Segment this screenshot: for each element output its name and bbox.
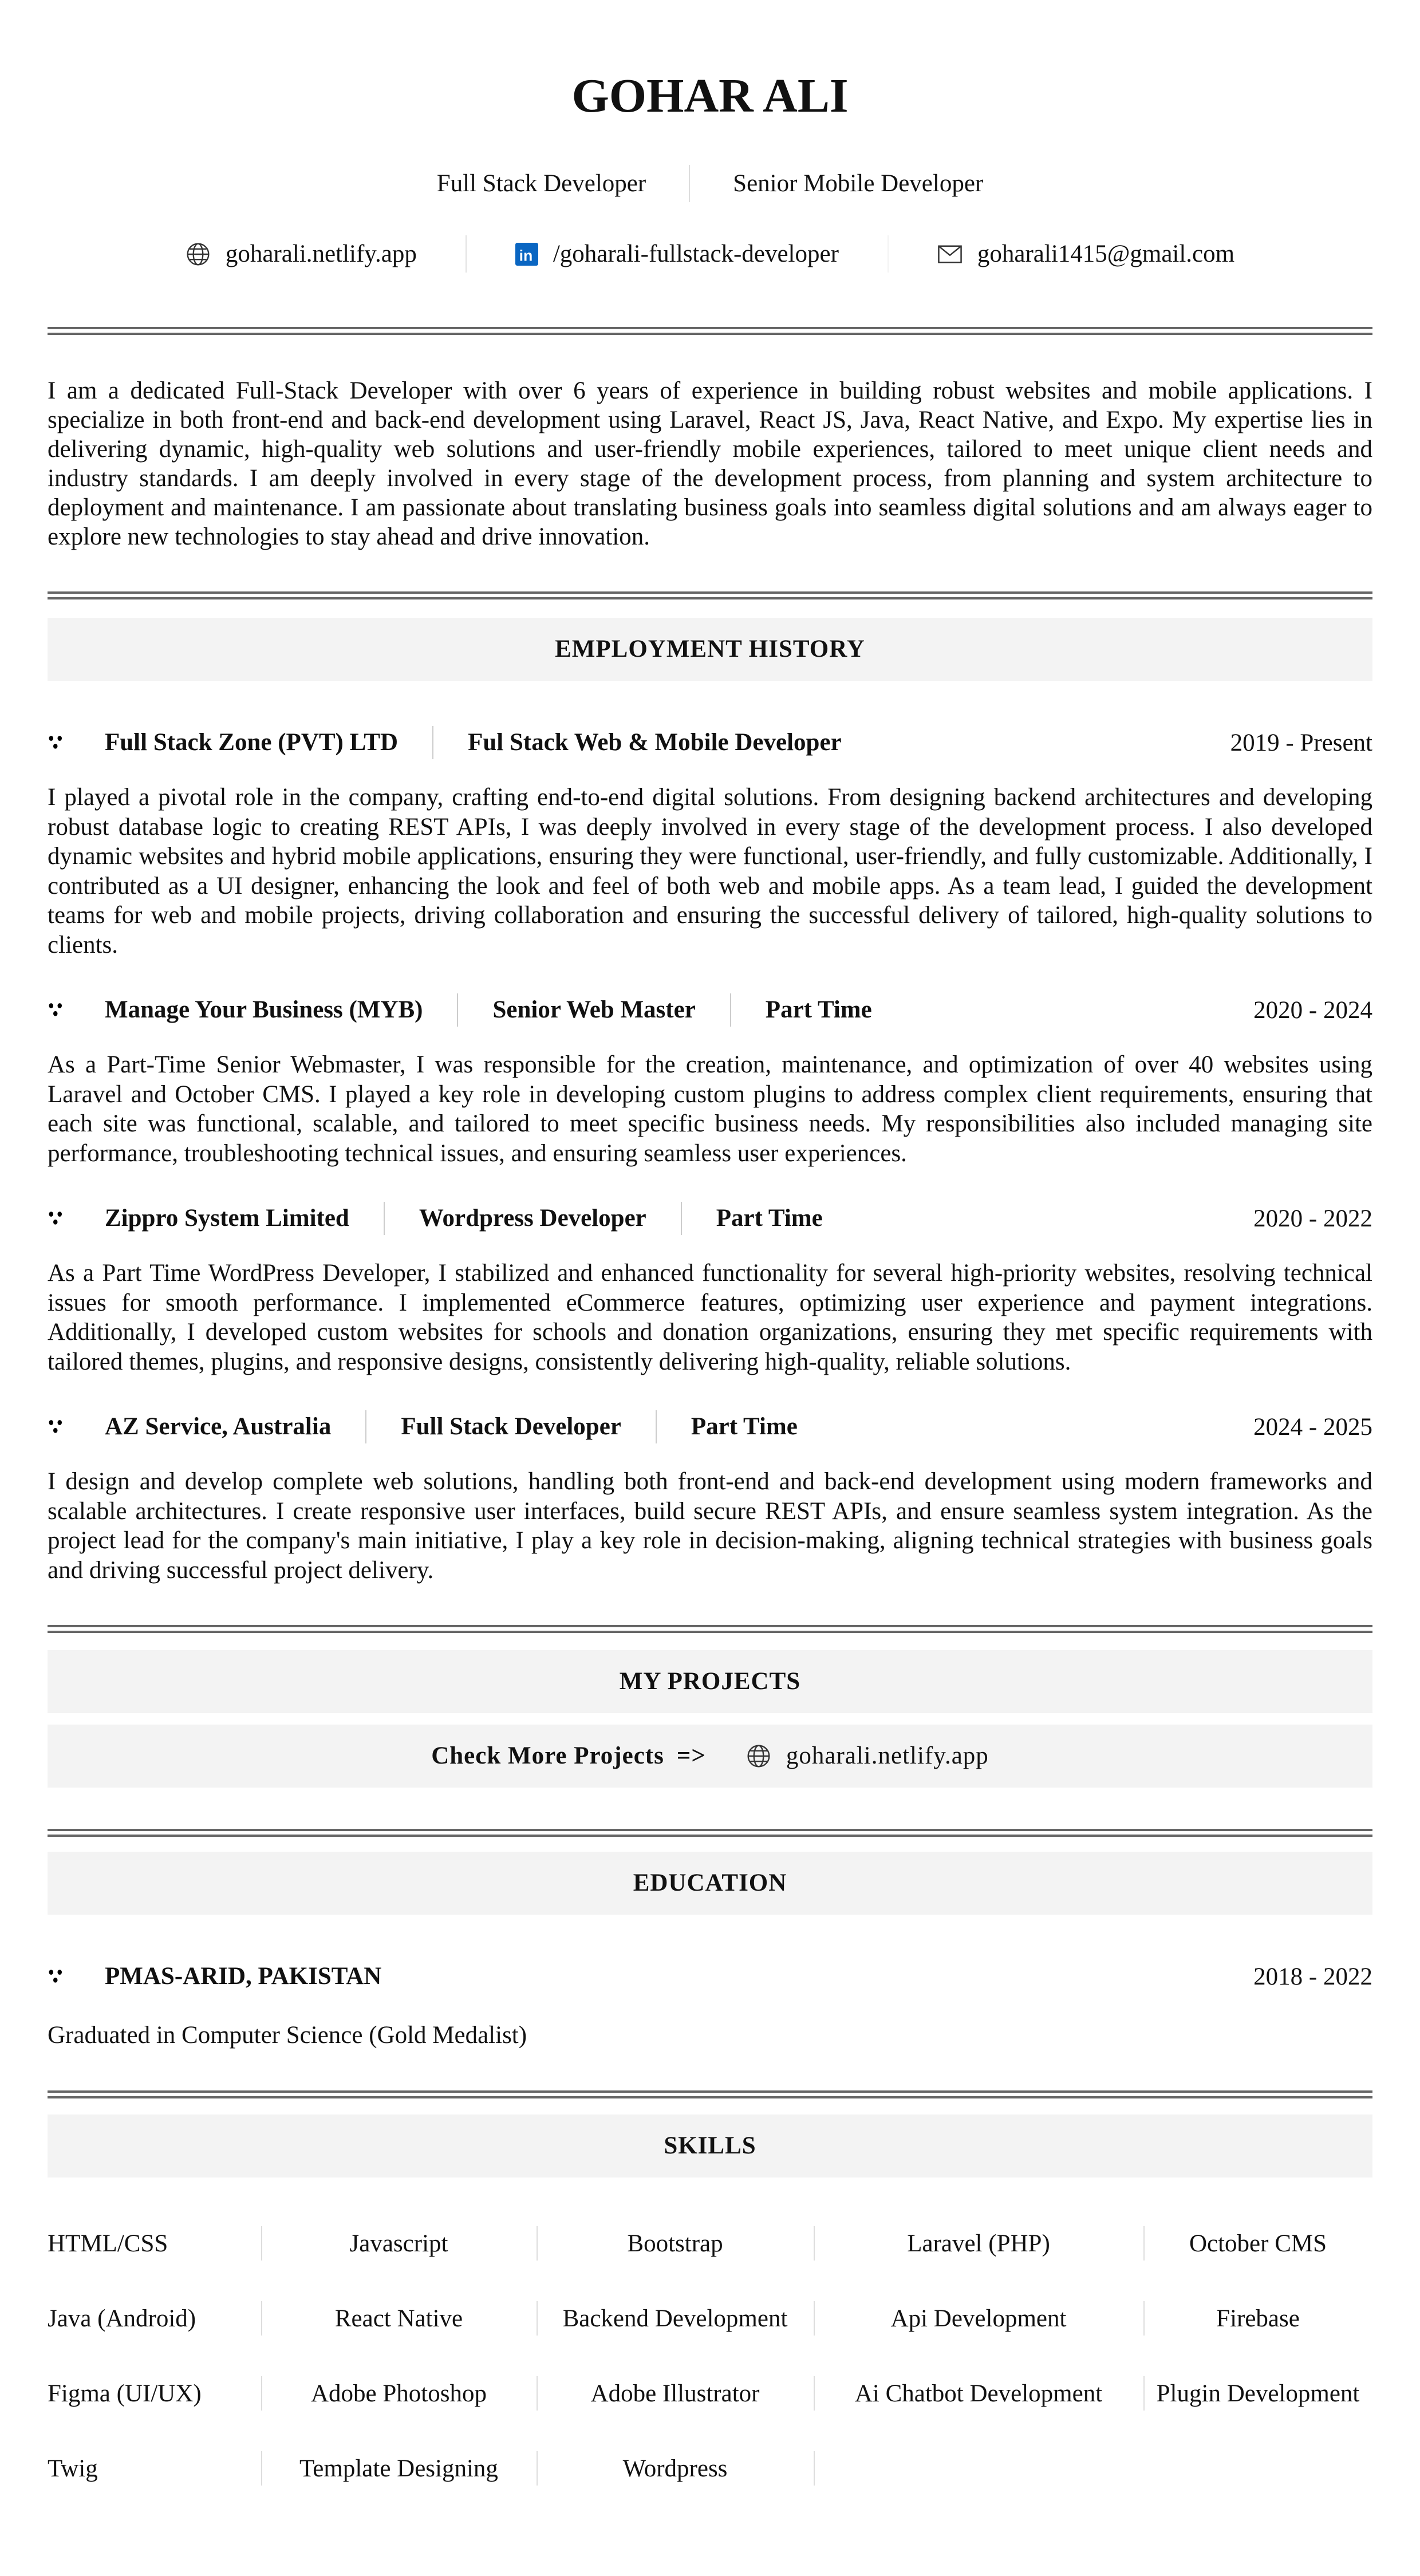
divider xyxy=(48,1829,1372,1837)
skill-item: Api Development xyxy=(814,2281,1143,2356)
job-entry xyxy=(48,993,1372,1168)
job-description: As a Part Time WordPress Developer, I stabilized and enhanced functionality for several high-priority websites, resolving technical issues for smooth performance. I implemented eCommerce features, optimizing user experience and payment integrations. Additionally, I developed custom websites for schools and donation organizations, ensuring they met specific requirements with tailored themes, plugins, and responsive designs, consistently delivering high-quality, reliable solutions. xyxy=(48,1260,1372,1375)
svg-text:in: in xyxy=(519,247,533,265)
school: PMAS-ARID, PAKISTAN xyxy=(105,1963,382,1990)
dates: 2024 - 2025 xyxy=(1253,1413,1372,1441)
section-heading-projects: MY PROJECTS xyxy=(48,1650,1372,1713)
projects-link-bar xyxy=(48,1725,1372,1788)
skill-item: Adobe Illustrator xyxy=(537,2356,814,2431)
skill-item: October CMS xyxy=(1143,2206,1372,2281)
projects-link[interactable]: goharali.netlify.app xyxy=(786,1742,989,1769)
job-entry xyxy=(48,725,1372,960)
skill-item: Backend Development xyxy=(537,2281,814,2356)
section-heading-employment: EMPLOYMENT HISTORY xyxy=(48,618,1372,681)
dates: 2020 - 2024 xyxy=(1253,996,1372,1024)
skill-item: Wordpress xyxy=(537,2431,814,2506)
dates: 2018 - 2022 xyxy=(1253,1963,1372,1990)
skill-item: Laravel (PHP) xyxy=(814,2206,1143,2281)
skill-item: Figma (UI/UX) xyxy=(48,2380,202,2407)
education-entry xyxy=(48,1959,1372,1994)
envelope-icon xyxy=(937,245,963,263)
bullet-icon xyxy=(48,734,65,751)
linkedin-icon xyxy=(515,243,538,266)
divider xyxy=(48,1625,1372,1633)
job-description: I design and develop complete web solutions, handling both front-end and back-end development using modern frameworks and scalable architectures. I create responsive user interfaces, build secure REST APIs, and ensure seamless system integration. As the project lead for the company's main initiative, I play a key role in decision-making, aligning technical strategies with business goals and driving successful project delivery. xyxy=(48,1468,1372,1584)
bullet-icon xyxy=(48,1968,65,1985)
summary: I am a dedicated Full-Stack Developer with over 6 years of experience in building robust websites and mobile applications. I specialize in both front-end and back-end development using Laravel, React JS, Java, React Native, and Expo. My expertise lies in delivering dynamic, high-quality web solutions and user-friendly mobile experiences, tailored to meet unique client needs and industry standards. I am deeply involved in every stage of the development process, from planning and system architecture to deployment and maintenance. I am passionate about translating business goals into seamless digital solutions and am always eager to explore new technologies to stay ahead and drive innovation. xyxy=(48,377,1372,550)
globe-icon xyxy=(746,1743,771,1769)
bullet-icon xyxy=(48,1001,65,1019)
role: Senior Web Master xyxy=(457,993,729,1027)
bullet-icon xyxy=(48,1210,65,1227)
skill-item: Twig xyxy=(48,2455,98,2482)
education-description: Graduated in Computer Science (Gold Medalist) xyxy=(48,2022,527,2049)
arrow: => xyxy=(676,1742,706,1769)
job-type: Part Time xyxy=(681,1202,857,1235)
skill-item: Firebase xyxy=(1143,2281,1372,2356)
website-link[interactable] xyxy=(137,235,466,273)
skill-item: React Native xyxy=(261,2281,537,2356)
role: Ful Stack Web & Mobile Developer xyxy=(432,726,876,759)
dates: 2020 - 2022 xyxy=(1253,1205,1372,1232)
candidate-name: GOHAR ALI xyxy=(571,69,849,123)
globe-icon xyxy=(186,242,211,267)
job-type: Part Time xyxy=(656,1410,832,1443)
projects-label: Check More Projects xyxy=(431,1742,664,1769)
skill-item: HTML/CSS xyxy=(48,2230,168,2257)
skill-item: Java (Android) xyxy=(48,2305,196,2332)
company: Full Stack Zone (PVT) LTD xyxy=(105,729,399,756)
divider xyxy=(48,2090,1372,2098)
contact-row xyxy=(48,235,1372,273)
job-type: Part Time xyxy=(730,993,906,1027)
job-description: As a Part-Time Senior Webmaster, I was responsible for the creation, maintenance, and optimization of over 40 websites using Laravel and October CMS. I played a key role in developing custom plugins to address complex client requirements, ensuring that each site was functional, scalable, and tailored to meet specific business needs. My responsibilities also included managing site performance, troubleshooting technical issues, and ensuring seamless user experiences. xyxy=(48,1051,1372,1167)
bullet-icon xyxy=(48,1418,65,1435)
linkedin-text[interactable]: /goharali-fullstack-developer xyxy=(553,240,839,267)
email-link[interactable] xyxy=(888,235,1283,273)
company: AZ Service, Australia xyxy=(105,1413,332,1440)
skills-grid xyxy=(48,2206,1372,2506)
skill-item: Javascript xyxy=(261,2206,537,2281)
skill-cell-empty xyxy=(814,2431,1143,2506)
section-heading-education: EDUCATION xyxy=(48,1852,1372,1915)
linkedin-link[interactable] xyxy=(466,235,888,273)
job-entry xyxy=(48,1201,1372,1376)
website-text[interactable]: goharali.netlify.app xyxy=(225,240,417,267)
skill-item: Ai Chatbot Development xyxy=(814,2356,1143,2431)
job-titles xyxy=(48,165,1372,202)
role: Full Stack Developer xyxy=(365,1410,656,1443)
company: Zippro System Limited xyxy=(105,1205,349,1232)
dates: 2019 - Present xyxy=(1230,729,1372,756)
skill-item: Bootstrap xyxy=(537,2206,814,2281)
section-heading-skills: SKILLS xyxy=(48,2115,1372,2177)
divider xyxy=(48,327,1372,335)
skill-item: Template Designing xyxy=(261,2431,537,2506)
role: Wordpress Developer xyxy=(384,1202,681,1235)
title-1: Full Stack Developer xyxy=(436,170,646,197)
title-2: Senior Mobile Developer xyxy=(689,165,1026,202)
email-text[interactable]: goharali1415@gmail.com xyxy=(977,240,1235,267)
company: Manage Your Business (MYB) xyxy=(105,996,423,1023)
skill-item: Plugin Development xyxy=(1143,2356,1372,2431)
skill-item: Adobe Photoshop xyxy=(261,2356,537,2431)
job-description: I played a pivotal role in the company, crafting end-to-end digital solutions. From designing backend architectures and developing robust database logic to creating REST APIs, I was deeply involved in every stage of the development process. I also developed dynamic websites and hybrid mobile applications, ensuring they were functional, user-friendly, and fully customizable. Additionally, I contributed as a UI designer, enhancing the look and feel of both web and mobile apps. As a team lead, I guided the development teams for web and mobile projects, driving collaboration and ensuring the successful delivery of tailored, high-quality solutions to clients. xyxy=(48,784,1372,958)
job-entry xyxy=(48,1410,1372,1585)
divider xyxy=(48,591,1372,599)
